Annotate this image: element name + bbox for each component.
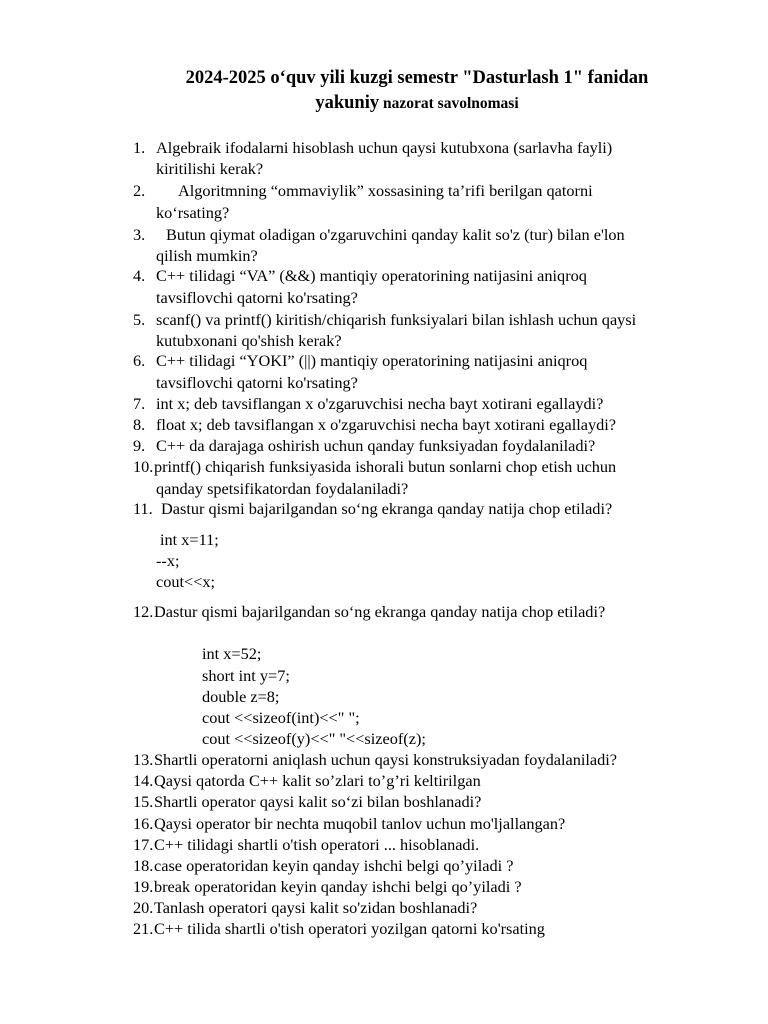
question-18-text: case operatoridan keyin qanday ishchi belgi qo’yiladi ? bbox=[154, 856, 514, 875]
code-line: short int y=7; bbox=[202, 666, 290, 685]
question-4-number: 4. bbox=[133, 266, 146, 285]
question-16-text: Qaysi operator bir nechta muqobil tanlov uchun mo'ljallangan? bbox=[154, 814, 566, 833]
question-1-text-cont: kiritilishi kerak? bbox=[156, 159, 264, 178]
code-line: int x=11; bbox=[160, 530, 219, 549]
question-3-number: 3. bbox=[133, 225, 146, 244]
question-1-number: 1. bbox=[133, 138, 146, 157]
question-5-text-cont: kutubxonani qo'shish kerak? bbox=[156, 331, 342, 350]
question-17-text: C++ tilidagi shartli o'tish operatori ... hisoblanadi. bbox=[154, 835, 480, 854]
code-line: cout <<sizeof(int)<<" "; bbox=[202, 708, 360, 727]
question-8-number: 8. bbox=[133, 415, 146, 434]
title-word-yakuniy: yakuniy bbox=[315, 93, 380, 113]
question-18-number: 18. bbox=[133, 856, 154, 875]
question-15-number: 15. bbox=[133, 792, 154, 811]
question-5-number: 5. bbox=[133, 310, 146, 329]
question-15-text: Shartli operator qaysi kalit so‘zi bilan boshlanadi? bbox=[154, 792, 482, 811]
question-3-text: Butun qiymat oladigan o'zgaruvchini qanday kalit so'z (tur) bilan e'lon bbox=[166, 225, 625, 244]
question-19-text: break operatoridan keyin qanday ishchi belgi qo’yiladi ? bbox=[154, 877, 522, 896]
question-19-number: 19. bbox=[133, 877, 154, 896]
question-11-text: Dastur qismi bajarilgandan so‘ng ekranga qanday natija chop etiladi? bbox=[161, 499, 613, 518]
question-3-text-cont: qilish mumkin? bbox=[156, 246, 258, 265]
question-21-number: 21. bbox=[133, 919, 154, 938]
question-7-text: int x; deb tavsiflangan x o'zgaruvchisi necha bayt xotirani egallaydi? bbox=[156, 394, 604, 413]
code-line: cout <<sizeof(y)<<" "<<sizeof(z); bbox=[202, 729, 426, 748]
question-14-text: Qaysi qatorda C++ kalit so’zlari to’g’ri keltirilgan bbox=[154, 771, 481, 790]
question-8-text: float x; deb tavsiflangan x o'zgaruvchisi necha bayt xotirani egallaydi? bbox=[156, 415, 617, 434]
question-9-text: C++ da darajaga oshirish uchun qanday funksiyadan foydalaniladi? bbox=[156, 436, 596, 455]
question-2-number: 2. bbox=[133, 181, 146, 200]
question-10-number: 10. bbox=[133, 457, 154, 476]
question-14-number: 14. bbox=[133, 771, 154, 790]
question-9-number: 9. bbox=[133, 436, 146, 455]
question-12-text: Dastur qismi bajarilgandan so‘ng ekranga qanday natija chop etiladi? bbox=[154, 602, 606, 621]
code-line: double z=8; bbox=[202, 687, 280, 706]
question-21-text: C++ tilida shartli o'tish operatori yozilgan qatorni ko'rsating bbox=[154, 919, 545, 938]
question-16-number: 16. bbox=[133, 814, 154, 833]
question-20-number: 20. bbox=[133, 898, 154, 917]
question-20-text: Tanlash operatori qaysi kalit so'zidan boshlanadi? bbox=[154, 898, 478, 917]
question-13-number: 13. bbox=[133, 750, 154, 769]
question-4-text-cont: tavsiflovchi qatorni ko'rsating? bbox=[156, 288, 358, 307]
question-2-text-cont: ko‘rsating? bbox=[156, 203, 230, 222]
question-7-number: 7. bbox=[133, 394, 146, 413]
document-title-line2 bbox=[0, 93, 768, 114]
question-12-number: 12. bbox=[133, 602, 154, 621]
question-2-text: Algoritmning “ommaviylik” xossasining ta’rifi berilgan qatorni bbox=[178, 181, 593, 200]
document-title-line1: 2024-2025 o‘quv yili kuzgi semestr "Dasturlash 1" fanidan bbox=[185, 68, 649, 88]
question-1-text: Algebraik ifodalarni hisoblash uchun qaysi kutubxona (sarlavha fayli) bbox=[156, 138, 613, 157]
question-4-text: C++ tilidagi “VA” (&&) mantiqiy operatorining natijasini aniqroq bbox=[156, 266, 587, 285]
title-subtitle: nazorat savolnomasi bbox=[379, 95, 519, 112]
question-6-text-cont: tavsiflovchi qatorni ko'rsating? bbox=[156, 373, 358, 392]
code-line: int x=52; bbox=[202, 644, 262, 663]
code-line: cout<<x; bbox=[156, 572, 216, 591]
question-6-text: C++ tilidagi “YOKI” (||) mantiqiy operatorining natijasini aniqroq bbox=[156, 351, 588, 370]
question-6-number: 6. bbox=[133, 351, 146, 370]
question-5-text: scanf() va printf() kiritish/chiqarish funksiyalari bilan ishlash uchun qaysi bbox=[156, 310, 637, 329]
question-10-text: printf() chiqarish funksiyasida ishorali butun sonlarni chop etish uchun bbox=[154, 457, 617, 476]
question-10-text-cont: qanday spetsifikatordan foydalaniladi? bbox=[156, 479, 409, 498]
question-11-number: 11. bbox=[133, 499, 153, 518]
question-13-text: Shartli operatorni aniqlash uchun qaysi konstruksiyadan foydalaniladi? bbox=[154, 750, 617, 769]
code-line: --x; bbox=[156, 551, 180, 570]
question-17-number: 17. bbox=[133, 835, 154, 854]
